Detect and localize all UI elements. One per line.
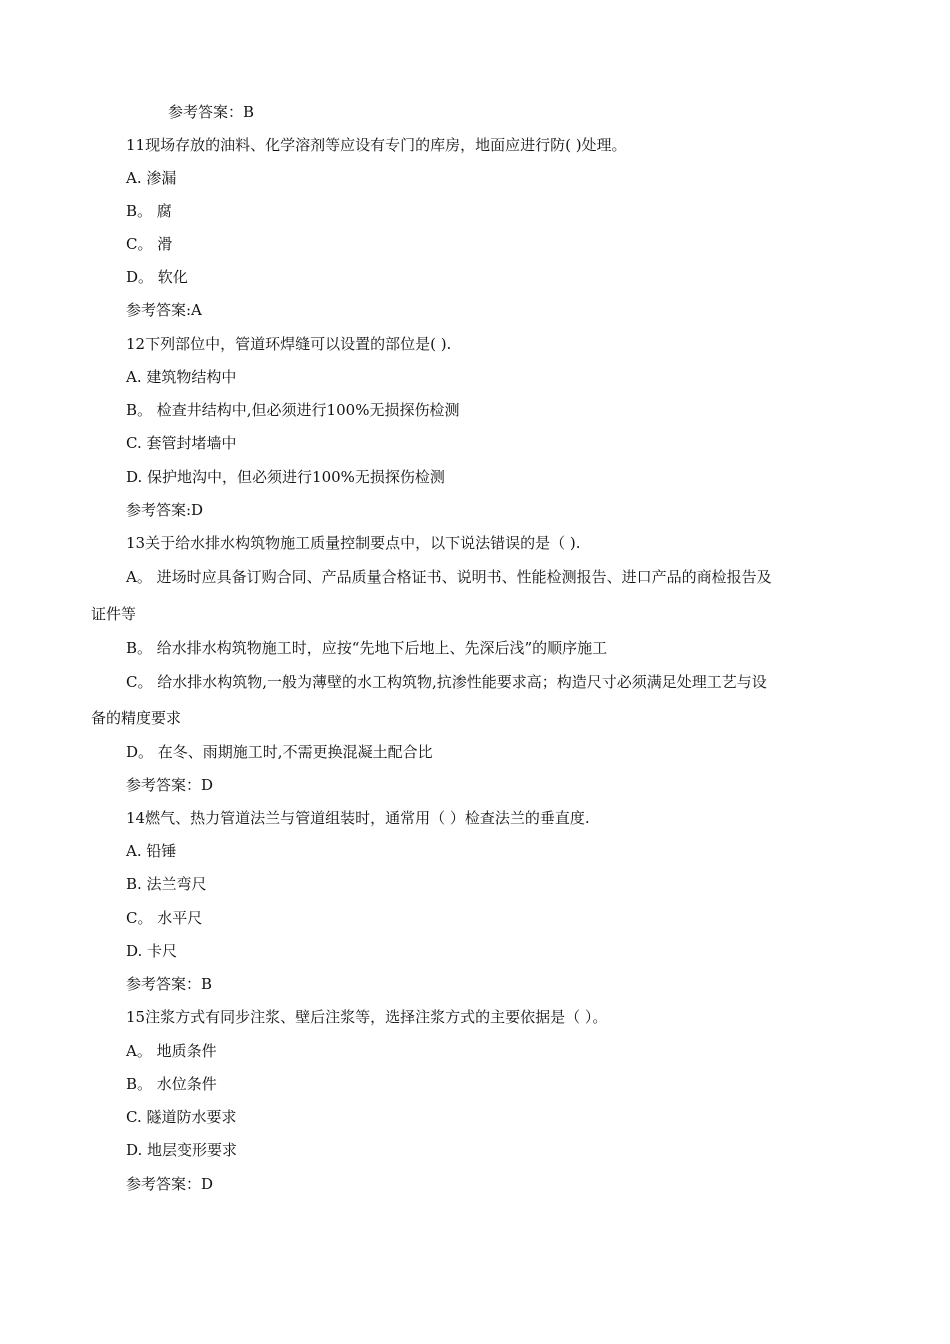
option-15-d: D. 地层变形要求 — [126, 1141, 238, 1159]
option-15-a: A。 地质条件 — [126, 1042, 217, 1060]
option-15-c: C. 隧道防水要求 — [126, 1108, 237, 1126]
answer-key-11: 参考答案:A — [126, 301, 202, 319]
question-11: 11现场存放的油料、化学溶剂等应设有专门的库房，地面应进行防( )处理。 — [126, 136, 627, 154]
question-13: 13关于给水排水构筑物施工质量控制要点中，以下说法错误的是（ ). — [126, 534, 581, 552]
answer-key-14: 参考答案：B — [126, 975, 213, 993]
option-12-d: D. 保护地沟中，但必须进行100%无损探伤检测 — [126, 468, 445, 486]
option-14-c: C。 水平尺 — [126, 909, 203, 927]
option-11-d: D。 软化 — [126, 268, 188, 286]
answer-key-12: 参考答案:D — [126, 501, 204, 519]
option-14-d: D. 卡尺 — [126, 942, 178, 960]
question-14: 14燃气、热力管道法兰与管道组装时，通常用（ ）检查法兰的垂直度. — [126, 809, 590, 827]
option-11-a: A. 渗漏 — [126, 169, 177, 187]
option-13-b: B。 给水排水构筑物施工时，应按“先地下后地上、先深后浅”的顺序施工 — [126, 639, 608, 657]
option-11-b: B。 腐 — [126, 202, 172, 220]
option-14-a: A. 铅锤 — [126, 842, 177, 860]
answer-key-10: 参考答案：B — [168, 103, 255, 121]
option-13-a: A。 进场时应具备订购合同、产品质量合格证书、说明书、性能检测报告、进口产品的商检报告及 — [126, 568, 772, 586]
option-12-a: A. 建筑物结构中 — [126, 368, 237, 386]
option-13-a-continued: 证件等 — [91, 605, 137, 623]
option-13-c-continued: 备的精度要求 — [91, 709, 182, 727]
option-13-c: C。 给水排水构筑物,一般为薄壁的水工构筑物,抗渗性能要求高；构造尺寸必须满足处理工艺与设 — [126, 673, 767, 691]
option-12-b: B。 检查井结构中,但必须进行100%无损探伤检测 — [126, 401, 460, 419]
answer-key-15: 参考答案：D — [126, 1175, 214, 1193]
question-15: 15注浆方式有同步注浆、壁后注浆等，选择注浆方式的主要依据是（ ）。 — [126, 1008, 608, 1026]
option-15-b: B。 水位条件 — [126, 1075, 217, 1093]
option-13-d: D。 在冬、雨期施工时,不需更换混凝土配合比 — [126, 743, 433, 761]
option-14-b: B. 法兰弯尺 — [126, 875, 207, 893]
option-11-c: C。 滑 — [126, 235, 173, 253]
option-12-c: C. 套管封堵墙中 — [126, 434, 237, 452]
answer-key-13: 参考答案：D — [126, 776, 214, 794]
question-12: 12下列部位中，管道环焊缝可以设置的部位是( ). — [126, 335, 452, 353]
